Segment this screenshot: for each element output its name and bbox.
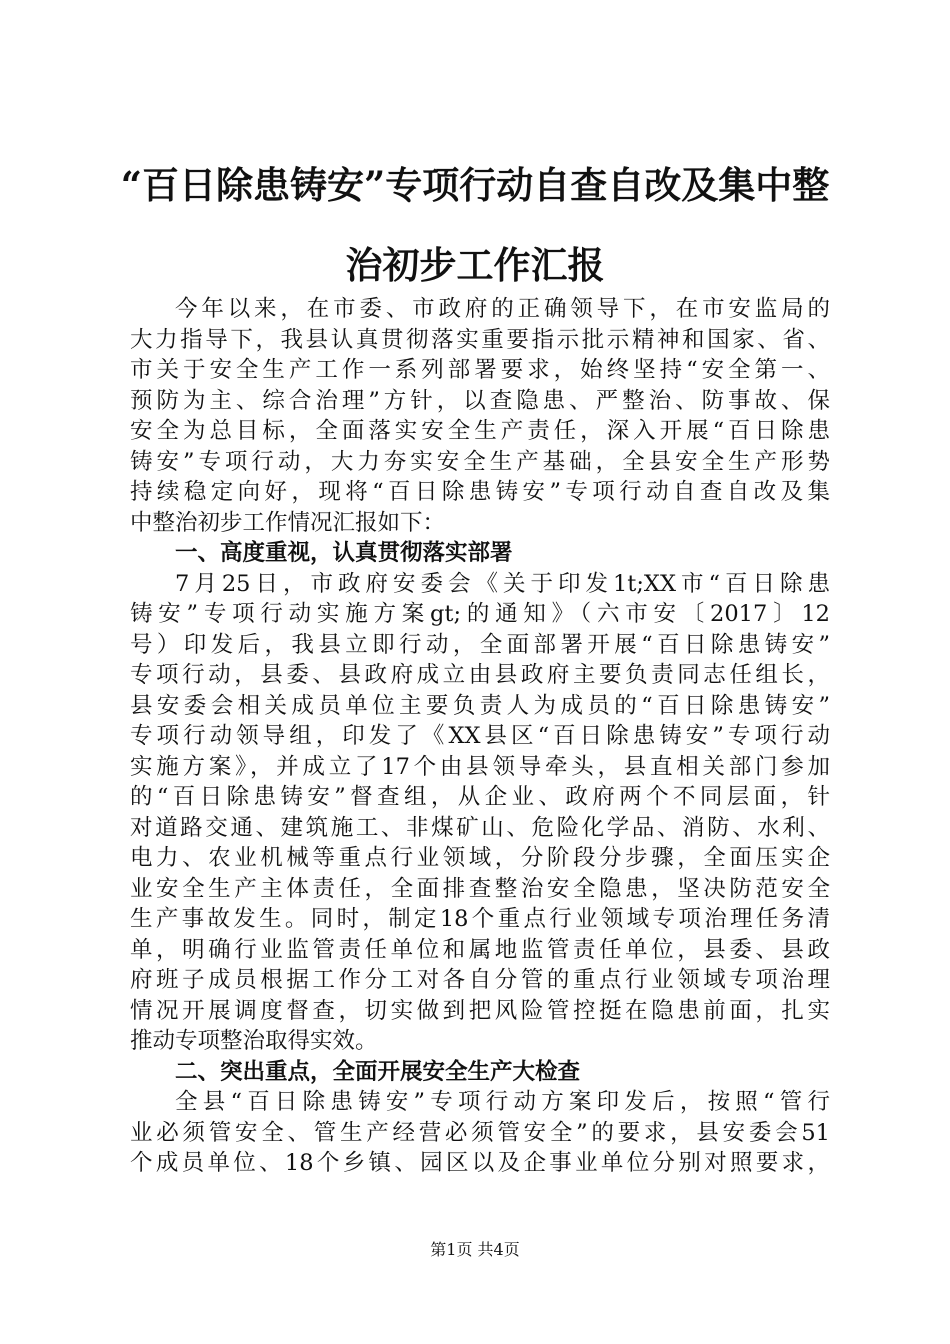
document-title-line-1: “百日除患铸安”专项行动自查自改及集中整 bbox=[120, 163, 830, 207]
paragraph-line: 推动专项整治取得实效。 bbox=[130, 1028, 378, 1054]
paragraph-line: 预防为主、综合治理”方针，以查隐患、严整治、防事故、保 bbox=[130, 387, 830, 414]
paragraph-line: 实施方案》，并成立了17个由县领导牵头，县直相关部门参加 bbox=[130, 753, 830, 780]
paragraph-line: 今年以来，在市委、市政府的正确领导下，在市安监局的 bbox=[175, 296, 830, 322]
paragraph-line: 铸安”专项行动，大力夯实安全生产基础，全县安全生产形势 bbox=[130, 448, 830, 475]
paragraph-line: 个成员单位、18个乡镇、园区以及企事业单位分别对照要求， bbox=[130, 1150, 830, 1176]
paragraph-line: 铸安”专项行动实施方案gt;的通知》（六市安〔2017〕12 bbox=[130, 601, 830, 627]
paragraph-line: 业安全生产主体责任，全面排查整治安全隐患，坚决防范安全 bbox=[130, 875, 830, 902]
document-title-line-2: 治初步工作汇报 bbox=[345, 243, 605, 287]
section-heading: 二、突出重点，全面开展安全生产大检查 bbox=[175, 1058, 581, 1085]
paragraph-line: 生产事故发生。同时，制定18个重点行业领域专项治理任务清 bbox=[130, 906, 830, 932]
paragraph-line: 7月25日，市政府安委会《关于印发1t;XX市“百日除患 bbox=[175, 570, 830, 597]
paragraph-line: 专项行动领导组，印发了《XX县区“百日除患铸安”专项行动 bbox=[130, 723, 830, 749]
paragraph-line: 安全为总目标，全面落实安全生产责任，深入开展“百日除患 bbox=[130, 418, 830, 444]
paragraph-line: 全县“百日除患铸安”专项行动方案印发后，按照“管行 bbox=[175, 1089, 830, 1115]
section-heading: 一、高度重视，认真贯彻落实部署 bbox=[175, 540, 513, 566]
paragraph-line: 中整治初步工作情况汇报如下： bbox=[130, 509, 446, 536]
page-footer: 第1页 共4页 bbox=[430, 1240, 520, 1259]
paragraph-line: 专项行动，县委、县政府成立由县政府主要负责同志任组长， bbox=[130, 662, 830, 688]
paragraph-line: 情况开展调度督查，切实做到把风险管控挺在隐患前面，扎实 bbox=[130, 997, 830, 1024]
paragraph-line: 府班子成员根据工作分工对各自分管的重点行业领域专项治理 bbox=[130, 967, 830, 993]
document-body bbox=[130, 294, 830, 1179]
paragraph-line: 对道路交通、建筑施工、非煤矿山、危险化学品、消防、水利、 bbox=[130, 814, 830, 841]
paragraph-line: 持续稳定向好，现将“百日除患铸安”专项行动自查自改及集 bbox=[130, 479, 830, 505]
paragraph bbox=[130, 294, 830, 538]
paragraph-line: 大力指导下，我县认真贯彻落实重要指示批示精神和国家、省、 bbox=[130, 326, 830, 353]
paragraph-line: 的“百日除患铸安”督查组，从企业、政府两个不同层面，针 bbox=[130, 784, 830, 810]
paragraph-line: 单，明确行业监管责任单位和属地监管责任单位，县委、县政 bbox=[130, 936, 830, 963]
paragraph-line: 市关于安全生产工作一系列部署要求，始终坚持“安全第一、 bbox=[130, 357, 830, 383]
paragraph-line: 电力、农业机械等重点行业领域，分阶段分步骤，全面压实企 bbox=[130, 845, 830, 871]
paragraph bbox=[130, 569, 830, 1057]
paragraph-line: 业必须管安全、管生产经营必须管安全”的要求，县安委会51 bbox=[130, 1119, 830, 1146]
paragraph-line: 号）印发后，我县立即行动，全面部署开展“百日除患铸安” bbox=[130, 631, 830, 658]
paragraph-line: 县安委会相关成员单位主要负责人为成员的“百日除患铸安” bbox=[130, 692, 830, 719]
paragraph bbox=[130, 1087, 830, 1179]
